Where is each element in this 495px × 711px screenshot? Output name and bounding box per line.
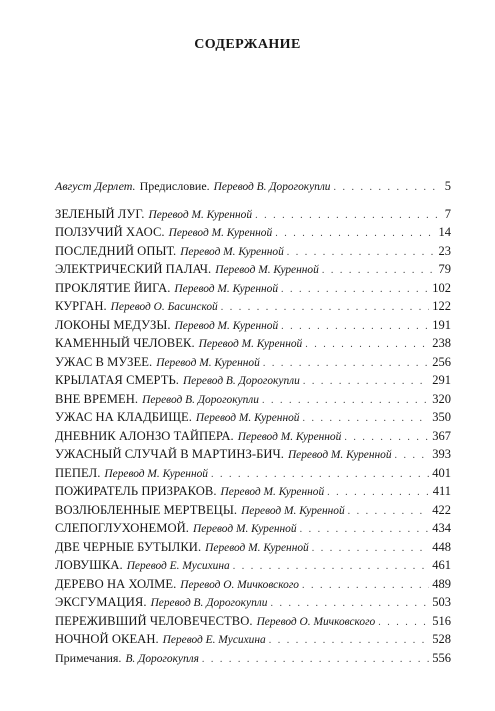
toc-page-number: 79 (438, 262, 451, 277)
toc-title: Примечания. (55, 651, 122, 665)
toc-title: ЛОВУШКА. (55, 558, 123, 573)
toc-translator: Перевод М. Куренной (241, 504, 345, 517)
toc-row[interactable] (55, 595, 451, 613)
toc-row[interactable] (55, 355, 451, 373)
toc-translator: Перевод В. Дорогокупли (150, 597, 268, 610)
toc-title: ПРОКЛЯТИЕ ЙИГА. (55, 280, 171, 295)
toc-page-number: 367 (432, 428, 451, 443)
dot-leader (327, 487, 430, 498)
toc-title: КАМЕННЫЙ ЧЕЛОВЕК. (55, 336, 195, 351)
dot-leader (270, 598, 429, 609)
dot-leader (312, 543, 430, 554)
toc-title: СЛЕПОГЛУХОНЕМОЙ. (55, 521, 189, 536)
toc-row[interactable] (55, 207, 451, 225)
toc-page-number: 422 (432, 502, 451, 517)
dot-leader (322, 265, 436, 276)
toc-page-number: 122 (432, 299, 451, 314)
toc-title: ДВЕ ЧЕРНЫЕ БУТЫЛКИ. (55, 539, 202, 554)
toc-row[interactable] (55, 299, 451, 317)
toc-translator: Перевод М. Куренной (168, 227, 273, 240)
toc-row[interactable] (55, 373, 451, 391)
toc-translator: Перевод О. Басинской (110, 301, 218, 314)
dot-leader (281, 284, 429, 295)
toc-page-number: 350 (432, 410, 451, 425)
dot-leader (287, 247, 436, 258)
toc-row[interactable] (55, 558, 451, 576)
toc-row-notes[interactable] (55, 651, 451, 669)
dot-leader (269, 635, 430, 646)
toc-title: ЭЛЕКТРИЧЕСКИЙ ПАЛАЧ. (55, 262, 212, 277)
toc-row[interactable] (55, 447, 451, 465)
toc-title: УЖАС НА КЛАДБИЩЕ. (55, 410, 192, 425)
dot-leader (262, 395, 429, 406)
toc-translator: Перевод М. Куренной (174, 319, 279, 332)
toc-title: КРЫЛАТАЯ СМЕРТЬ. (55, 373, 179, 388)
toc-row[interactable] (55, 484, 451, 502)
toc-title: ПЕРЕЖИВШИЙ ЧЕЛОВЕЧЕСТВО. (55, 613, 253, 628)
toc-title: УЖАСНЫЙ СЛУЧАЙ В МАРТИНЗ-БИЧ. (55, 447, 284, 462)
toc-row[interactable] (55, 244, 451, 262)
toc-row[interactable] (55, 614, 451, 632)
toc-row[interactable] (55, 503, 451, 521)
toc-page-number: 320 (432, 391, 451, 406)
toc-translator: Перевод М. Куренной (180, 245, 284, 258)
dot-leader (305, 339, 429, 350)
dot-leader (263, 358, 429, 369)
dot-leader (211, 469, 429, 480)
toc-title: ПОЖИРАТЕЛЬ ПРИЗРАКОВ. (55, 484, 217, 499)
toc-translator: Перевод М. Куренной (192, 523, 297, 536)
dot-leader (302, 580, 429, 591)
toc-title: ЛОКОНЫ МЕДУЗЫ. (55, 317, 171, 332)
toc-page-number: 7 (444, 207, 451, 221)
toc-page-number: 256 (432, 354, 451, 369)
toc-author: Август Дерлет. (55, 179, 136, 193)
toc-page-number: 238 (432, 336, 451, 351)
toc-row[interactable] (55, 318, 451, 336)
dot-leader (303, 376, 429, 387)
toc-translator: Перевод О. Мичковского (256, 615, 376, 628)
toc-translator: Перевод М. Куренной (205, 541, 309, 554)
toc-title: ПОСЛЕДНИЙ ОПЫТ. (55, 243, 177, 258)
toc-title: ДЕРЕВО НА ХОЛМЕ. (55, 576, 177, 591)
toc-title: УЖАС В МУЗЕЕ. (55, 354, 153, 369)
toc-row[interactable] (55, 632, 451, 650)
toc-page-number: 434 (432, 521, 451, 536)
toc-row[interactable] (55, 540, 451, 558)
toc-page-number: 556 (432, 651, 451, 665)
toc-title: КУРГАН. (55, 299, 107, 314)
toc-translator: Перевод В. Дорогокупли (182, 375, 300, 388)
dot-leader (378, 617, 429, 628)
toc-title: ПОЛЗУЧИЙ ХАОС. (55, 225, 165, 240)
toc-page-number: 191 (432, 317, 451, 332)
toc-page-number: 14 (438, 225, 451, 240)
toc-title: ЗЕЛЕНЫЙ ЛУГ. (55, 207, 145, 221)
toc-translator: Перевод В. Дорогокупли (213, 181, 331, 193)
dot-leader (334, 182, 442, 193)
toc-title: ВНЕ ВРЕМЕН. (55, 391, 139, 406)
toc-title: ВОЗЛЮБЛЕННЫЕ МЕРТВЕЦЫ. (55, 502, 238, 517)
toc-page-number: 291 (432, 373, 451, 388)
toc-page-number: 528 (432, 632, 451, 647)
toc-translator: Перевод М. Куренной (104, 467, 208, 480)
toc-row[interactable] (55, 225, 451, 243)
toc-row[interactable] (55, 521, 451, 539)
toc-row[interactable] (55, 429, 451, 447)
toc-translator: Перевод М. Куренной (287, 449, 392, 462)
toc-title: Предисловие. (139, 179, 210, 193)
dot-leader (300, 524, 430, 535)
toc-page-number: 503 (432, 595, 451, 610)
toc-row[interactable] (55, 262, 451, 280)
toc-title: ПЕПЕЛ. (55, 465, 101, 480)
dot-leader (281, 321, 429, 332)
toc-translator: Перевод М. Куренной (215, 264, 319, 277)
toc-translator: В. Дорогокупля (125, 653, 199, 665)
toc-row[interactable] (55, 392, 451, 410)
toc-translator: Перевод М. Куренной (237, 430, 342, 443)
toc-page-number: 461 (432, 558, 451, 573)
toc-title: ДНЕВНИК АЛОНЗО ТАЙПЕРА. (55, 428, 234, 443)
dot-leader (395, 450, 430, 461)
toc-row[interactable] (55, 577, 451, 595)
dot-leader (275, 228, 435, 239)
toc-translator: Перевод О. Мичковского (180, 578, 299, 591)
toc-row[interactable] (55, 336, 451, 354)
toc-translator: Перевод М. Куренной (156, 356, 260, 369)
toc-translator: Перевод В. Дорогокупли (142, 393, 259, 406)
dot-leader (233, 561, 430, 572)
toc-row[interactable] (55, 410, 451, 428)
dot-leader (221, 302, 430, 313)
toc-row-preface[interactable] (55, 179, 451, 197)
toc-page-number: 102 (432, 280, 451, 295)
toc-page-number: 23 (438, 243, 451, 258)
page-title: СОДЕРЖАНИЕ (194, 37, 301, 52)
toc-page-number: 448 (432, 539, 451, 554)
toc-row[interactable] (55, 466, 451, 484)
toc-translator: Перевод Е. Мусихина (126, 560, 230, 573)
dot-leader (303, 413, 430, 424)
toc-translator: Перевод М. Куренной (220, 486, 325, 499)
toc-page-number: 489 (432, 576, 451, 591)
toc-translator: Перевод М. Куренной (148, 209, 253, 221)
toc-translator: Перевод М. Куренной (174, 282, 279, 295)
dot-leader (344, 432, 429, 443)
toc-translator: Перевод М. Куренной (198, 338, 303, 351)
toc-page-number: 411 (432, 484, 451, 499)
toc-title: НОЧНОЙ ОКЕАН. (55, 632, 159, 647)
toc-translator: Перевод Е. Мусихина (162, 634, 266, 647)
dot-leader (202, 654, 429, 665)
toc-page-number: 393 (432, 447, 451, 462)
toc-page-number: 401 (432, 465, 451, 480)
toc-page-number: 516 (432, 613, 451, 628)
dot-leader (255, 210, 442, 221)
toc-title: ЭКСГУМАЦИЯ. (55, 595, 147, 610)
dot-leader (348, 506, 430, 517)
toc-translator: Перевод М. Куренной (195, 412, 300, 425)
toc-row[interactable] (55, 281, 451, 299)
toc-page-number: 5 (444, 179, 451, 193)
